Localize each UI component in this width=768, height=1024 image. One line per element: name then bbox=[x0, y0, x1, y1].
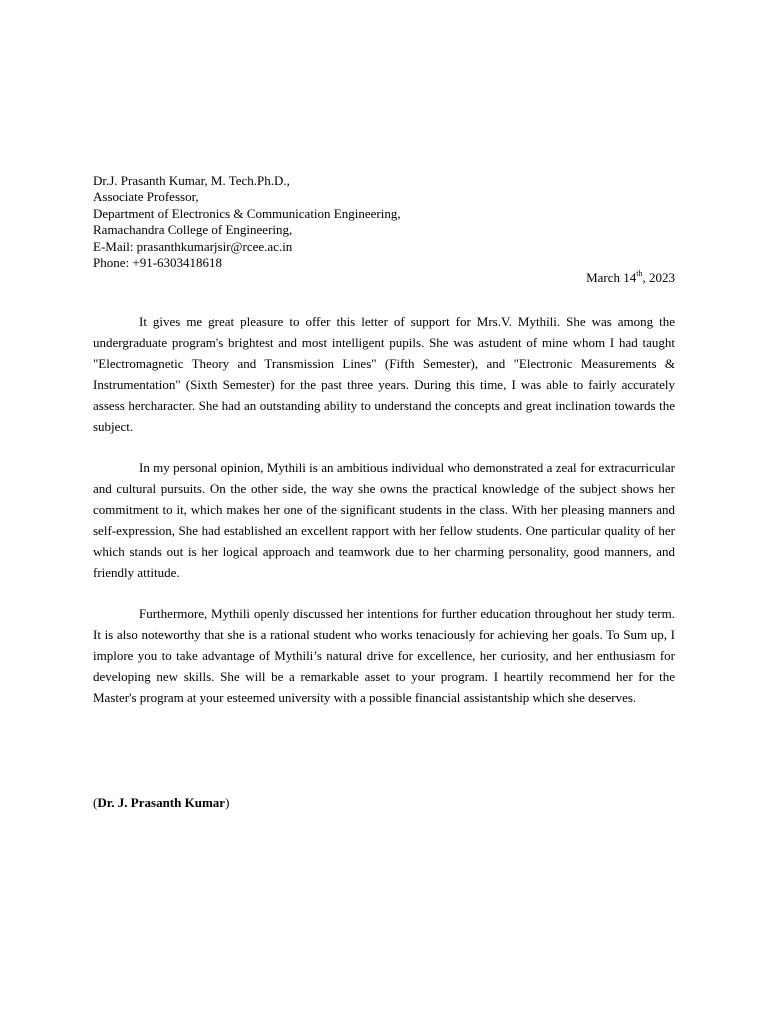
paragraph-text: Furthermore, Mythili openly discussed her intentions for further education throughout her study term. It is also noteworthy that she is a rational student who works tenaciously for achieving her goals. To Sum up, I implore you to take advantage of Mythili’s natural drive for excellence, her curiosity, and her enthusiasm for developing new skills. She will be a remarkable asset to your program. I heartily recommend her for the Master's program at your esteemed university with a possible financial assistantship which she deserves. bbox=[93, 606, 675, 706]
sender-department: Department of Electronics & Communication Engineering, bbox=[93, 205, 401, 221]
letter-paragraph-2 bbox=[93, 457, 675, 584]
sender-college: Ramachandra College of Engineering, bbox=[93, 222, 293, 238]
signature-open-paren: ( bbox=[93, 795, 98, 810]
letter-paragraph-1 bbox=[93, 311, 675, 438]
signature-close-paren: ) bbox=[225, 795, 230, 810]
signature-name: Dr. J. Prasanth Kumar bbox=[97, 795, 226, 810]
paragraph-text: It gives me great pleasure to offer this letter of support for Mrs.V. Mythili. She was among the undergraduate program's brightest and most intelligent pupils. She was astudent of mine whom I had taught "Electromagnetic Theory and Transmission Lines" (Fifth Semester), and "Electronic Measurements & Instrumentation" (Sixth Semester) for the past three years. During this time, I was able to fairly accurately assess hercharacter. She had an outstanding ability to understand the concepts and great inclination towards the subject. bbox=[93, 314, 675, 435]
sender-phone: Phone: +91-6303418618 bbox=[93, 255, 223, 271]
paragraph-text: In my personal opinion, Mythili is an ambitious individual who demonstrated a zeal for extracurricular and cultural pursuits. On the other side, the way she owns the practical knowledge of the subject shows her commitment to it, which makes her one of the significant students in the class. With her pleasing manners and self-expression, She had established an excellent rapport with her fellow students. One particular quality of her which stands out is her logical approach and teamwork due to her charming personality, good manners, and friendly attitude. bbox=[93, 460, 675, 581]
sender-address-block bbox=[93, 173, 401, 271]
date-month-day: March 14 bbox=[586, 270, 637, 285]
letter-date bbox=[586, 270, 675, 286]
sender-title: Associate Professor, bbox=[93, 189, 199, 205]
signature-block bbox=[93, 795, 229, 811]
sender-name: Dr.J. Prasanth Kumar, M. Tech.Ph.D., bbox=[93, 173, 290, 188]
sender-email: E-Mail: prasanthkumarjsir@rcee.ac.in bbox=[93, 238, 293, 254]
date-year: , 2023 bbox=[642, 270, 675, 285]
date-suffix: th bbox=[636, 268, 643, 278]
letter-paragraph-3 bbox=[93, 603, 675, 708]
